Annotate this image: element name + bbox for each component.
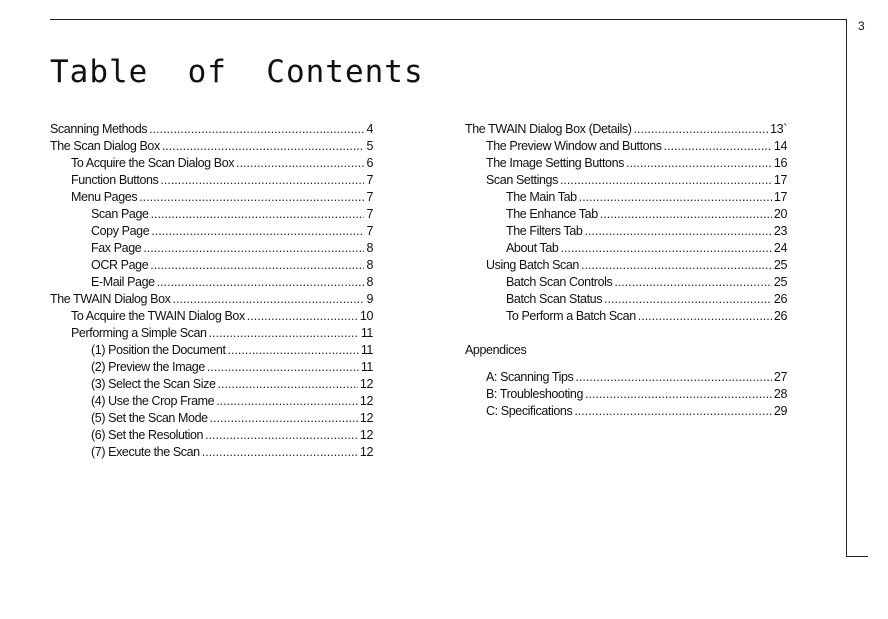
toc-entry-page-number: 28: [773, 387, 787, 401]
toc-entry-page-number: 25: [773, 258, 787, 272]
dot-leader: [228, 342, 359, 359]
toc-entry[interactable]: [465, 308, 787, 325]
toc-entry-page-number: 20: [773, 207, 787, 221]
toc-right-list: [465, 121, 787, 325]
dot-leader: [634, 121, 769, 138]
toc-entry-label: Performing a Simple Scan: [71, 326, 207, 340]
toc-entry[interactable]: [465, 240, 787, 257]
toc-entry[interactable]: [465, 386, 787, 403]
right-margin-rule: [846, 19, 847, 556]
toc-entry-label: The Filters Tab: [506, 224, 583, 238]
toc-entry-label: Using Batch Scan: [486, 258, 579, 272]
toc-entry[interactable]: [50, 444, 373, 461]
toc-entry[interactable]: [465, 206, 787, 223]
toc-entry-page-number: 4: [366, 122, 373, 136]
dot-leader: [579, 189, 772, 206]
toc-entry-page-number: 6: [366, 156, 373, 170]
toc-entry-label: To Acquire the TWAIN Dialog Box: [71, 309, 245, 323]
toc-entry[interactable]: [50, 121, 373, 138]
dot-leader: [149, 121, 364, 138]
toc-entry-label: (2) Preview the Image: [91, 360, 205, 374]
toc-entry-label: Scanning Methods: [50, 122, 148, 136]
toc-entry-label: The TWAIN Dialog Box (Details): [465, 122, 632, 136]
toc-entry-label: To Acquire the Scan Dialog Box: [71, 156, 235, 170]
dot-leader: [210, 410, 358, 427]
toc-left-column: [50, 121, 373, 461]
toc-entry-page-number: 14: [773, 139, 787, 153]
appendices-heading: Appendices: [465, 343, 527, 357]
toc-entry-page-number: 12: [359, 428, 373, 442]
toc-entry-label: (3) Select the Scan Size: [91, 377, 216, 391]
toc-entry-label: (6) Set the Resolution: [91, 428, 204, 442]
toc-entry-label: (1) Position the Document: [91, 343, 226, 357]
toc-entry[interactable]: [50, 240, 373, 257]
toc-entry[interactable]: [50, 257, 373, 274]
toc-entry-label: Scan Page: [91, 207, 149, 221]
dot-leader: [560, 240, 771, 257]
toc-entry-page-number: 24: [773, 241, 787, 255]
toc-entry-label: C: Specifications: [486, 404, 573, 418]
dot-leader: [604, 291, 772, 308]
toc-entry[interactable]: [50, 308, 373, 325]
dot-leader: [160, 172, 364, 189]
toc-entry[interactable]: [465, 291, 787, 308]
toc-entry-page-number: 13`: [770, 122, 787, 136]
dot-leader: [162, 138, 365, 155]
toc-entry-label: To Perform a Batch Scan: [506, 309, 636, 323]
toc-entry-page-number: 5: [366, 139, 373, 153]
toc-entry[interactable]: [50, 427, 373, 444]
dot-leader: [202, 444, 358, 461]
toc-entry-page-number: 12: [359, 394, 373, 408]
toc-entry-page-number: 17: [773, 190, 787, 204]
dot-leader: [139, 189, 364, 206]
top-rule: [50, 19, 846, 20]
dot-leader: [207, 359, 359, 376]
toc-entry-page-number: 26: [773, 309, 787, 323]
toc-entry[interactable]: [50, 189, 373, 206]
toc-entry-label: The Image Setting Buttons: [486, 156, 625, 170]
toc-entry-label: About Tab: [506, 241, 559, 255]
toc-entry[interactable]: [50, 274, 373, 291]
toc-entry[interactable]: [50, 138, 373, 155]
toc-entry[interactable]: [465, 274, 787, 291]
toc-entry[interactable]: [465, 369, 787, 386]
toc-entry-page-number: 23: [773, 224, 787, 238]
toc-entry-label: Batch Scan Status: [506, 292, 603, 306]
toc-entry-label: Copy Page: [91, 224, 150, 238]
dot-leader: [205, 427, 358, 444]
dot-leader: [173, 291, 365, 308]
toc-entry-page-number: 12: [359, 411, 373, 425]
toc-entry[interactable]: [465, 121, 787, 138]
dot-leader: [157, 274, 365, 291]
dot-leader: [626, 155, 772, 172]
dot-leader: [600, 206, 772, 223]
toc-entry[interactable]: [465, 223, 787, 240]
toc-entry[interactable]: [465, 155, 787, 172]
toc-entry[interactable]: [50, 223, 373, 240]
toc-entry[interactable]: [50, 342, 373, 359]
toc-entry-label: A: Scanning Tips: [486, 370, 574, 384]
toc-entry-label: Fax Page: [91, 241, 142, 255]
toc-entry-page-number: 12: [359, 445, 373, 459]
toc-entry-page-number: 11: [360, 360, 373, 374]
toc-entry[interactable]: [50, 155, 373, 172]
toc-entry-page-number: 25: [773, 275, 787, 289]
toc-entry-page-number: 11: [360, 343, 373, 357]
toc-entry[interactable]: [50, 206, 373, 223]
bottom-corner-rule: [846, 556, 868, 557]
toc-entry-page-number: 9: [366, 292, 373, 306]
dot-leader: [218, 376, 358, 393]
dot-leader: [560, 172, 772, 189]
toc-entry-label: Function Buttons: [71, 173, 159, 187]
toc-entry-page-number: 16: [773, 156, 787, 170]
toc-entry-page-number: 27: [773, 370, 787, 384]
toc-entry-page-number: 7: [366, 207, 373, 221]
dot-leader: [614, 274, 772, 291]
dot-leader: [574, 403, 772, 420]
dot-leader: [247, 308, 358, 325]
toc-right-column: [465, 121, 787, 420]
toc-entry-label: Batch Scan Controls: [506, 275, 613, 289]
toc-entry-label: (5) Set the Scan Mode: [91, 411, 208, 425]
toc-entry[interactable]: [50, 291, 373, 308]
toc-entry-label: The Preview Window and Buttons: [486, 139, 662, 153]
dot-leader: [575, 369, 771, 386]
toc-entry-page-number: 10: [359, 309, 373, 323]
dot-leader: [150, 257, 364, 274]
dot-leader: [581, 257, 772, 274]
toc-entry-page-number: 11: [360, 326, 373, 340]
dot-leader: [584, 223, 771, 240]
dot-leader: [585, 386, 772, 403]
toc-entry[interactable]: [50, 376, 373, 393]
toc-entry-page-number: 26: [773, 292, 787, 306]
toc-entry-label: The Enhance Tab: [506, 207, 598, 221]
toc-entry-label: The Main Tab: [506, 190, 577, 204]
toc-entry[interactable]: [465, 138, 787, 155]
toc-entry-page-number: 7: [366, 173, 373, 187]
toc-entry-page-number: 8: [366, 258, 373, 272]
toc-entry-label: OCR Page: [91, 258, 149, 272]
toc-entry-label: The TWAIN Dialog Box: [50, 292, 171, 306]
toc-entry[interactable]: [465, 403, 787, 420]
dot-leader: [143, 240, 364, 257]
toc-entry-label: Menu Pages: [71, 190, 138, 204]
toc-entry-label: B: Troubleshooting: [486, 387, 584, 401]
dot-leader: [216, 393, 358, 410]
page-title: Table of Contents: [50, 54, 424, 90]
dot-leader: [664, 138, 772, 155]
toc-entry-label: E-Mail Page: [91, 275, 155, 289]
toc-entry[interactable]: [50, 172, 373, 189]
toc-entry-page-number: 29: [773, 404, 787, 418]
toc-entry[interactable]: [50, 393, 373, 410]
toc-entry[interactable]: [465, 172, 787, 189]
toc-entry-label: (7) Execute the Scan: [91, 445, 200, 459]
appendices-list: [465, 369, 787, 420]
toc-entry-page-number: 7: [366, 190, 373, 204]
toc-entry[interactable]: [50, 410, 373, 427]
page-number: 3: [858, 19, 865, 33]
toc-entry-page-number: 7: [366, 224, 373, 238]
toc-entry-page-number: 8: [366, 241, 373, 255]
toc-entry-label: (4) Use the Crop Frame: [91, 394, 215, 408]
toc-entry-label: The Scan Dialog Box: [50, 139, 160, 153]
dot-leader: [209, 325, 359, 342]
dot-leader: [151, 206, 365, 223]
toc-entry[interactable]: [50, 325, 373, 342]
toc-entry-label: Scan Settings: [486, 173, 558, 187]
toc-entry[interactable]: [50, 359, 373, 376]
toc-entry[interactable]: [465, 189, 787, 206]
dot-leader: [151, 223, 364, 240]
dot-leader: [638, 308, 772, 325]
toc-entry-page-number: 8: [366, 275, 373, 289]
toc-entry[interactable]: [465, 257, 787, 274]
dot-leader: [236, 155, 364, 172]
toc-entry-page-number: 12: [359, 377, 373, 391]
toc-entry-page-number: 17: [773, 173, 787, 187]
